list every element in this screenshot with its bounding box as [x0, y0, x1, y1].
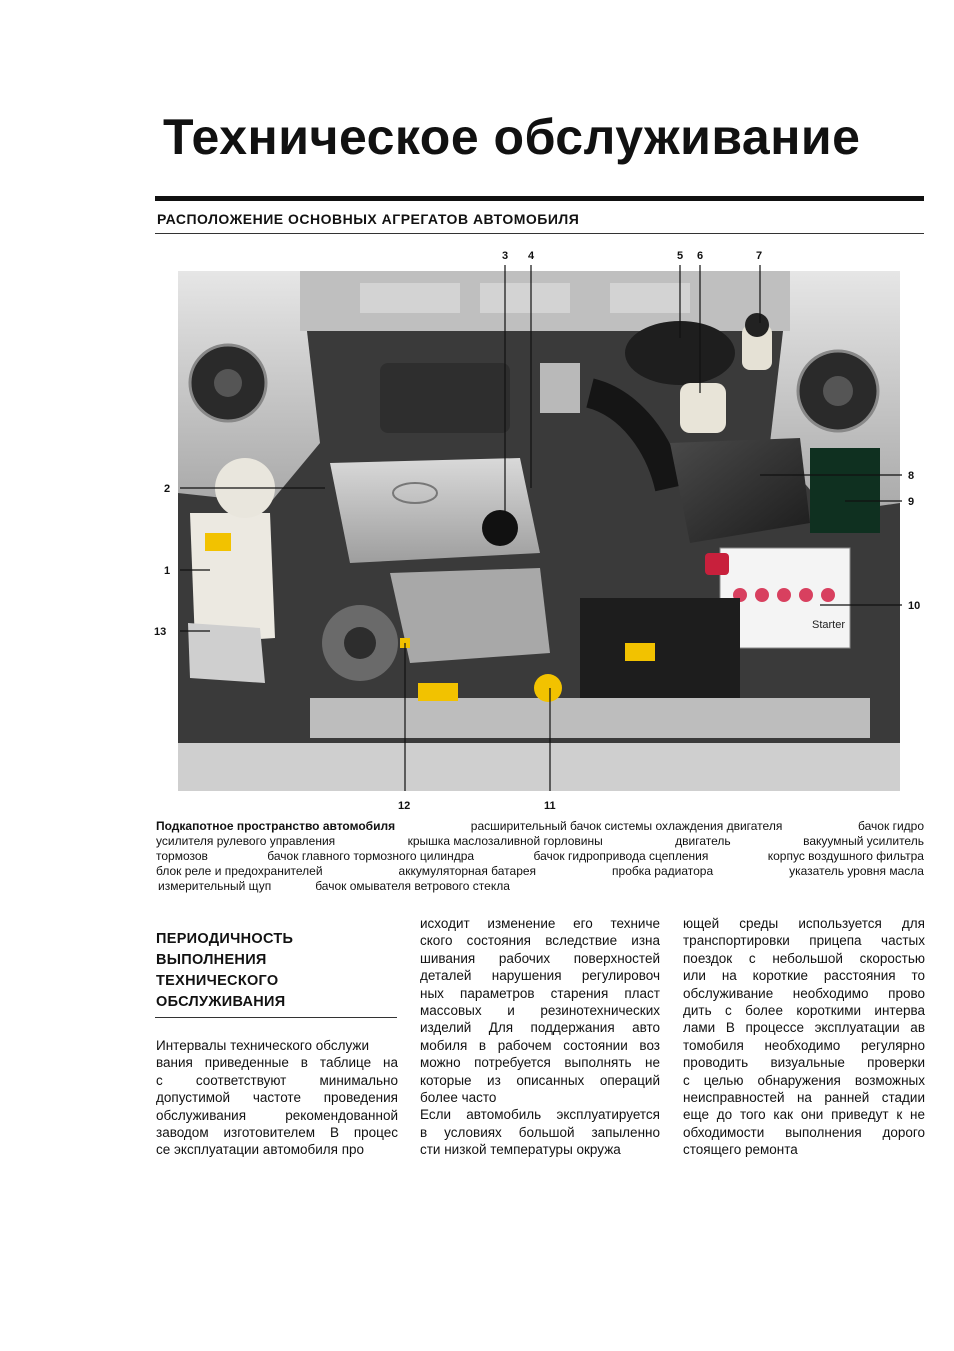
engine-cover	[330, 458, 540, 563]
fuse-box	[810, 448, 880, 533]
text-line: стоящего ремонта	[683, 1142, 798, 1158]
callout-2: 2	[164, 483, 171, 495]
callout-11: 11	[544, 800, 556, 812]
text-line: более часто	[420, 1090, 497, 1106]
section-heading: РАСПОЛОЖЕНИЕ ОСНОВНЫХ АГРЕГАТОВ АВТОМОБИЛЯ	[157, 211, 580, 227]
engine-bay-photo	[150, 243, 930, 813]
text-line: Если автомобиль эксплуатируется	[420, 1107, 660, 1123]
text-line: мобиля в рабочем состоянии воз	[420, 1037, 660, 1053]
text-line: транспортировки прицепа частых	[683, 933, 925, 949]
callout-13: 13	[154, 626, 167, 638]
text-line: лами В процессе эксплуатации ав	[683, 1020, 925, 1036]
title-divider	[155, 196, 924, 201]
coolant-reservoir	[190, 513, 275, 643]
caption-row: Подкапотное пространство автомобиля расширительный бачок системы охлаждения двигателя бачок гидро	[156, 819, 924, 833]
text-line: можно потребуется выполнять не	[420, 1055, 660, 1071]
text-line: обслуживание необходимо прово	[683, 985, 925, 1001]
text-line: дить с более короткими интерва	[683, 1003, 925, 1019]
brake-reservoir	[680, 383, 726, 433]
text-line: допустимой частоте проведения	[156, 1090, 398, 1106]
text-line: изделий Для поддержания авто	[420, 1020, 660, 1036]
callout-10: 10	[908, 600, 921, 612]
text-line: деталей нарушения регулировоч	[420, 968, 660, 984]
callout-8: 8	[908, 470, 915, 482]
battery-brand-label: Starter	[812, 619, 846, 631]
text-line: Интервалы технического обслужи	[156, 1038, 369, 1053]
callout-4: 4	[528, 250, 535, 262]
text-line: еще до того как они приведут к не	[683, 1107, 925, 1123]
text-line: поездок с небольшой скоростью	[683, 950, 925, 966]
text-line: исходит изменение его техниче	[420, 916, 660, 931]
text-line: шивания рабочих поверхностей	[420, 950, 660, 966]
text-line: сти низкой температуры окружа	[420, 1142, 621, 1158]
callout-7: 7	[756, 250, 763, 262]
text-line: обходимости выполнения дорого	[683, 1124, 925, 1140]
callout-9: 9	[908, 496, 915, 508]
article-heading: ПЕРИОДИЧНОСТЬ ВЫПОЛНЕНИЯ ТЕХНИЧЕСКОГО ОБСЛУЖИВАНИЯ	[156, 931, 294, 1010]
caption-row: тормозов бачок главного тормозного цилиндра бачок гидропривода сцепления корпус воздушного фильтра	[156, 849, 924, 863]
text-line: или на короткие расстояния то	[683, 968, 925, 984]
callout-5: 5	[677, 250, 684, 262]
caption-row: измерительный щуп бачок омывателя ветрового стекла	[158, 879, 510, 893]
caption-row: усилителя рулевого управления крышка маслозаливной горловины двигатель вакуумный усилитель	[156, 834, 924, 848]
text-line: ющей среды используется для	[683, 916, 925, 931]
callout-6: 6	[697, 250, 704, 262]
exhaust-heat-shield	[390, 568, 550, 663]
callout-12: 12	[398, 800, 411, 812]
text-line: в условиях большой запыленно	[420, 1124, 660, 1140]
figure-caption	[156, 819, 924, 894]
text-line: неисправностей на ранней стадии	[683, 1090, 925, 1106]
callout-3: 3	[502, 250, 509, 262]
section-divider	[155, 233, 924, 234]
text-line: заводом изготовителем В процес	[156, 1125, 398, 1141]
text-line: ных параметров старения пласт	[420, 985, 660, 1001]
article-column-3	[683, 915, 925, 1159]
text-line: с соответствуют минимально	[156, 1072, 398, 1088]
caption-row: блок реле и предохранителей аккумуляторная батарея пробка радиатора указатель уровня масла	[156, 864, 924, 878]
text-line: се эксплуатации автомобиля про	[156, 1142, 365, 1158]
text-line: которые из описанных операций	[420, 1072, 660, 1088]
article-heading-divider	[155, 1017, 397, 1018]
text-line: с целью обнаружения возможных	[683, 1072, 925, 1088]
text-line: томобиля необходимо регулярно	[683, 1037, 925, 1053]
battery-tray	[580, 598, 740, 698]
text-line: массовых и резинотехнических	[420, 1003, 660, 1019]
radiator-cap	[534, 674, 562, 702]
washer-fluid-reservoir	[188, 623, 265, 683]
article-column-1	[156, 1037, 398, 1159]
text-line: обслуживания рекомендованной	[156, 1107, 398, 1123]
page-title: Техническое обслуживание	[163, 109, 861, 165]
oil-filler-cap	[482, 510, 518, 546]
article-column-2	[420, 915, 660, 1159]
callout-1: 1	[164, 565, 171, 577]
text-line: вания приведенные в таблице на	[156, 1055, 398, 1071]
text-line: ского состояния вследствие изна	[420, 933, 660, 949]
text-line: проводить визуальные проверки	[683, 1055, 925, 1071]
